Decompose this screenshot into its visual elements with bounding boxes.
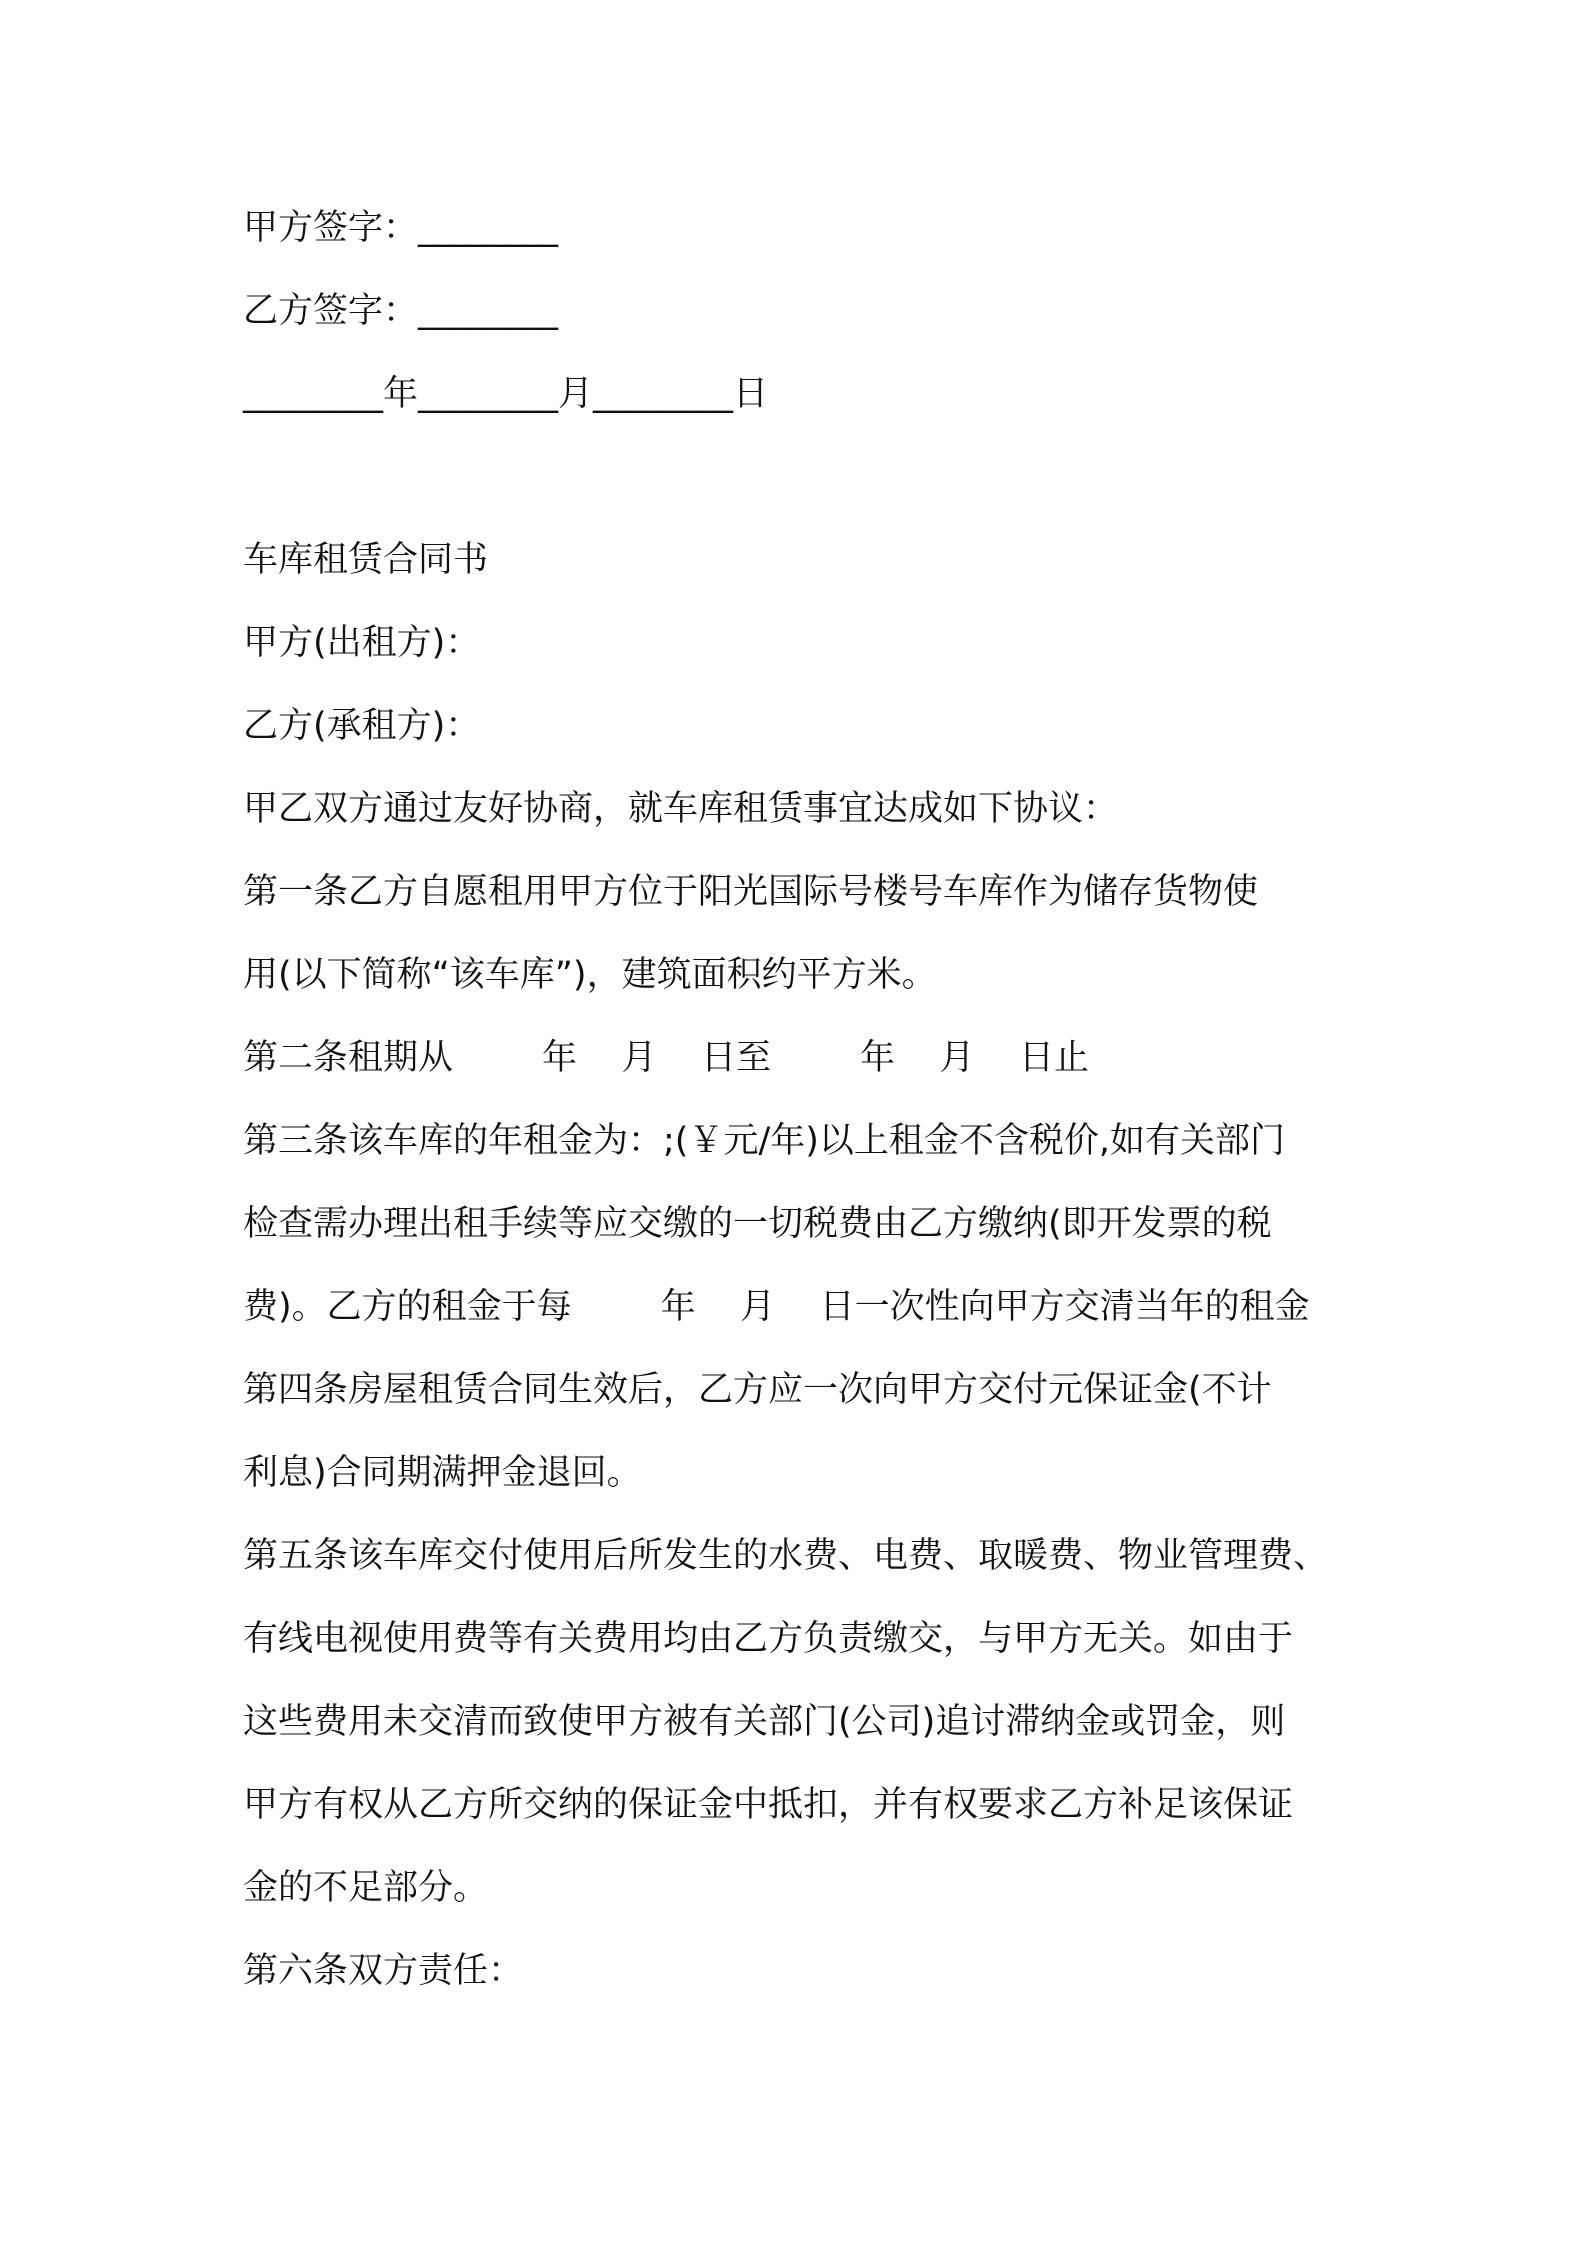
party-a-signature-line: 甲方签字：________ [243, 208, 559, 248]
party-a-line: 甲方(出租方)： [243, 623, 481, 663]
article-5-line: 金的不足部分。 [243, 1868, 489, 1908]
article-4-line: 第四条房屋租赁合同生效后，乙方应一次向甲方交付元保证金(不计 [243, 1370, 1272, 1410]
article-5-line: 甲方有权从乙方所交纳的保证金中抵扣，并有权要求乙方补足该保证 [243, 1785, 1294, 1825]
intro-paragraph: 甲乙双方通过友好协商，就车库租赁事宜达成如下协议： [243, 789, 1119, 829]
article-2-line: 第二条租期从 年 月 日至 年 月 日止 [243, 1038, 1090, 1078]
article-5-line: 这些费用未交清而致使甲方被有关部门(公司)追讨滞纳金或罚金，则 [243, 1702, 1286, 1742]
document-title: 车库租赁合同书 [243, 540, 489, 580]
article-4-line: 利息)合同期满押金退回。 [243, 1453, 642, 1493]
article-5-line: 有线电视使用费等有关费用均由乙方负责缴交，与甲方无关。如由于 [243, 1619, 1294, 1659]
article-5-line: 第五条该车库交付使用后所发生的水费、电费、取暖费、物业管理费、 [243, 1536, 1329, 1576]
article-6-line: 第六条双方责任： [243, 1951, 524, 1991]
signature-date-line: ________年________月________日 [243, 374, 769, 414]
article-1-line: 用(以下简称“该车库”)，建筑面积约平方米。 [243, 955, 937, 995]
party-b-signature-line: 乙方签字：________ [243, 291, 559, 331]
party-b-line: 乙方(承租方)： [243, 706, 481, 746]
article-3-line: 检查需办理出租手续等应交缴的一切税费由乙方缴纳(即开发票的税 [243, 1204, 1272, 1244]
article-3-line: 第三条该车库的年租金为：;(￥元/年)以上租金不含税价,如有关部门 [243, 1121, 1286, 1161]
article-1-line: 第一条乙方自愿租用甲方位于阳光国际号楼号车库作为储存货物使 [243, 872, 1259, 912]
article-3-line: 费)。乙方的租金于每 年 月 日一次性向甲方交清当年的租金 [243, 1287, 1310, 1327]
